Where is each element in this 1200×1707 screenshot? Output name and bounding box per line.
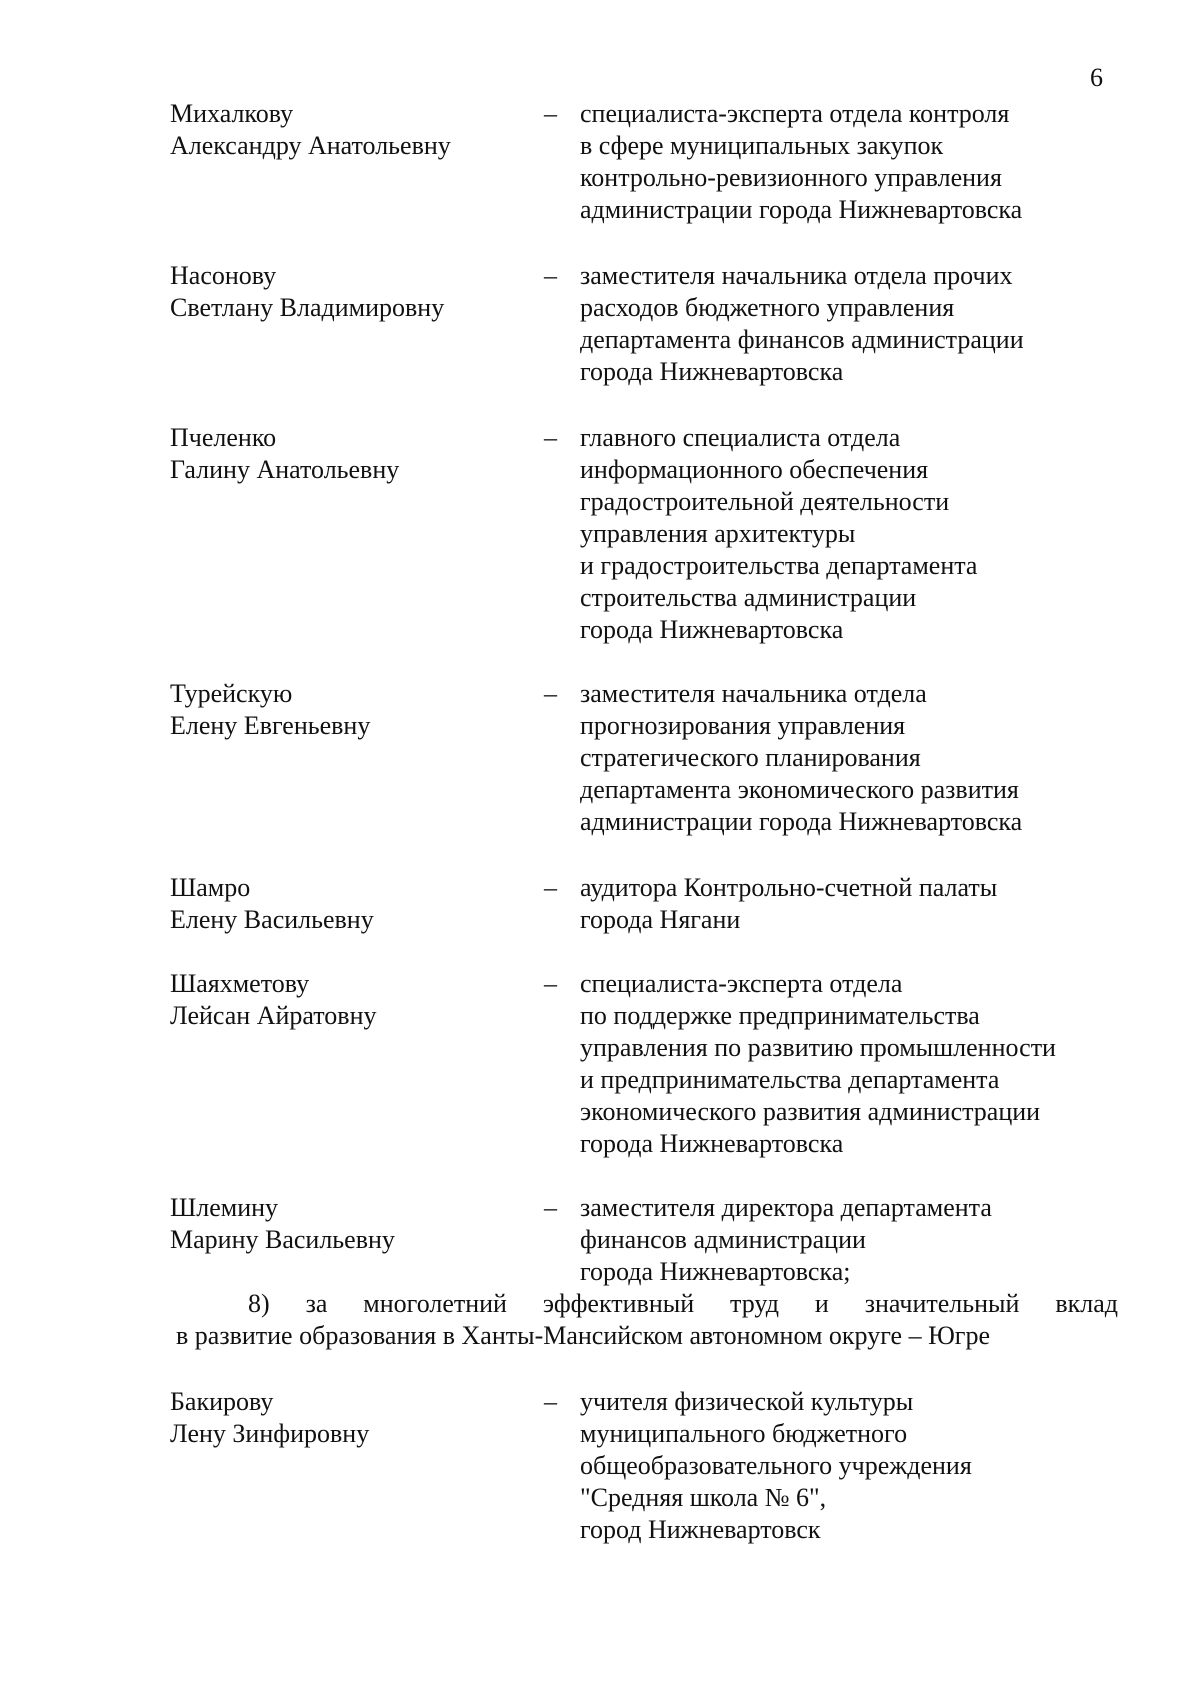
position-line: города Нижневартовска [580, 615, 844, 644]
surname: Бакирову [170, 1387, 274, 1416]
position-line: заместителя начальника отдела [580, 679, 927, 708]
recipient-name [170, 1386, 510, 1450]
position-line: градостроительной деятельности [580, 487, 950, 516]
position-description [580, 260, 1140, 388]
recipient-name [170, 968, 510, 1032]
page-number: 6 [1090, 63, 1103, 92]
section-8-line: в развитие образования в Ханты-Мансийском автономном округе – Югре [176, 1321, 990, 1350]
surname: Насонову [170, 261, 277, 290]
dash: – [544, 969, 557, 998]
given-names: Елену Евгеньевну [170, 711, 371, 740]
position-description [580, 1192, 1140, 1288]
recipient-name [170, 678, 510, 742]
position-line: администрации города Нижневартовска [580, 807, 1023, 836]
position-line: по поддержке предпринимательства [580, 1001, 980, 1030]
dash: – [544, 873, 557, 902]
given-names: Лену Зинфировну [170, 1419, 370, 1448]
given-names: Галину Анатольевну [170, 455, 400, 484]
surname: Шлемину [170, 1193, 279, 1222]
position-description [580, 98, 1140, 226]
position-line: города Нижневартовска [580, 1129, 844, 1158]
position-line: финансов администрации [580, 1225, 866, 1254]
position-line: расходов бюджетного управления [580, 293, 955, 322]
dash: – [544, 99, 557, 128]
position-line: информационного обеспечения [580, 455, 929, 484]
position-line: муниципального бюджетного [580, 1419, 908, 1448]
position-line: аудитора Контрольно-счетной палаты [580, 873, 998, 902]
position-line: заместителя директора департамента [580, 1193, 992, 1222]
position-line: города Нягани [580, 905, 741, 934]
recipient-name [170, 422, 510, 486]
recipient-name [170, 98, 510, 162]
position-line: и предпринимательства департамента [580, 1065, 1000, 1094]
position-line: департамента экономического развития [580, 775, 1019, 804]
position-line: заместителя начальника отдела прочих [580, 261, 1013, 290]
recipient-name [170, 260, 510, 324]
surname: Шамро [170, 873, 251, 902]
surname: Пчеленко [170, 423, 277, 452]
position-line: строительства администрации [580, 583, 917, 612]
given-names: Светлану Владимировну [170, 293, 445, 322]
position-line: город Нижневартовск [580, 1515, 821, 1544]
surname: Шаяхметову [170, 969, 310, 998]
position-line: стратегического планирования [580, 743, 921, 772]
position-description [580, 1386, 1140, 1546]
position-line: главного специалиста отдела [580, 423, 901, 452]
position-line: администрации города Нижневартовска [580, 195, 1023, 224]
dash: – [544, 423, 557, 452]
dash: – [544, 261, 557, 290]
section-8-paragraph [176, 1288, 1118, 1352]
surname: Турейскую [170, 679, 293, 708]
dash: – [544, 1387, 557, 1416]
position-description [580, 678, 1140, 838]
position-line: специалиста-эксперта отдела контроля [580, 99, 1010, 128]
position-line: специалиста-эксперта отдела [580, 969, 903, 998]
position-line: города Нижневартовска; [580, 1257, 851, 1286]
recipient-name [170, 872, 510, 936]
position-line: учителя физической культуры [580, 1387, 914, 1416]
position-line: экономического развития администрации [580, 1097, 1041, 1126]
position-line: контрольно-ревизионного управления [580, 163, 1002, 192]
position-description [580, 422, 1140, 646]
position-line: управления по развитию промышленности [580, 1033, 1056, 1062]
given-names: Елену Васильевну [170, 905, 374, 934]
given-names: Александру Анатольевну [170, 131, 451, 160]
given-names: Марину Васильевну [170, 1225, 395, 1254]
position-description [580, 872, 1140, 936]
position-line: департамента финансов администрации [580, 325, 1024, 354]
position-line: прогнозирования управления [580, 711, 906, 740]
position-description [580, 968, 1140, 1160]
position-line: "Средняя школа № 6", [580, 1483, 827, 1512]
given-names: Лейсан Айратовну [170, 1001, 377, 1030]
surname: Михалкову [170, 99, 294, 128]
position-line: города Нижневартовска [580, 357, 844, 386]
section-8-line: 8) за многолетний эффективный труд и значительный вклад [248, 1289, 1118, 1318]
position-line: в сфере муниципальных закупок [580, 131, 944, 160]
dash: – [544, 679, 557, 708]
recipient-name [170, 1192, 510, 1256]
dash: – [544, 1193, 557, 1222]
position-line: общеобразовательного учреждения [580, 1451, 972, 1480]
position-line: и градостроительства департамента [580, 551, 978, 580]
position-line: управления архитектуры [580, 519, 856, 548]
